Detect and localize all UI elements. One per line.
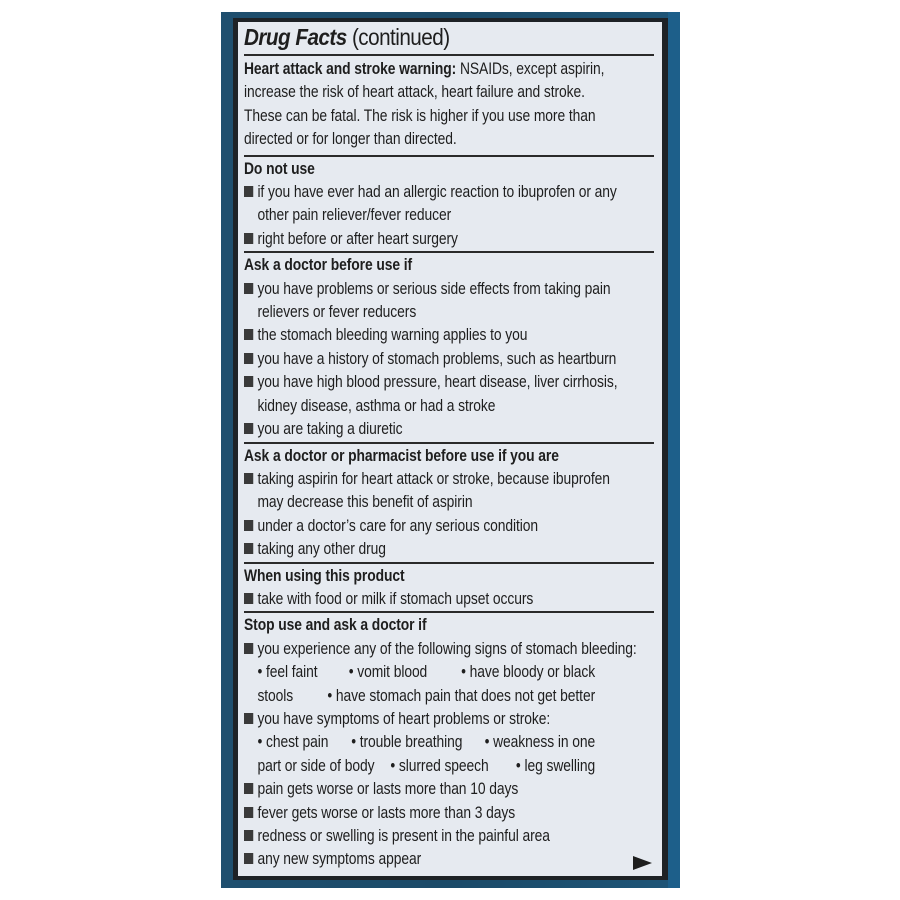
drug-facts-panel <box>238 22 662 876</box>
when-using-section <box>244 564 662 612</box>
ask-doctor-section <box>244 253 662 441</box>
sign-stools-cont: stools <box>257 686 294 705</box>
list-item <box>244 708 595 731</box>
item-text: take with food or milk if stomach upset occurs <box>257 589 534 608</box>
square-bullet-icon <box>244 643 253 654</box>
list-item <box>244 278 611 301</box>
item-text: taking any other drug <box>257 540 386 559</box>
title-continued: (continued) <box>346 24 450 50</box>
square-bullet-icon <box>244 853 253 864</box>
item-text: you have problems or serious side effects from taking pain <box>257 279 611 298</box>
section-heading: Ask a doctor before use if <box>244 256 413 275</box>
item-text: the stomach bleeding warning applies to you <box>257 326 528 345</box>
sign-leg-swelling: • leg swelling <box>515 756 596 775</box>
item-text: you have a history of stomach problems, such as heartburn <box>257 349 617 368</box>
square-bullet-icon <box>244 520 253 531</box>
heart-warning-line: increase the risk of heart attack, heart failure and stroke. <box>244 83 585 102</box>
square-bullet-icon <box>244 233 253 244</box>
bleeding-signs-row <box>244 685 595 708</box>
item-text: under a doctor’s care for any serious condition <box>257 516 539 535</box>
list-item <box>244 418 595 441</box>
item-text: fever gets worse or lasts more than 3 days <box>257 803 516 822</box>
square-bullet-icon <box>244 473 253 484</box>
square-bullet-icon <box>244 713 253 724</box>
stop-use-section <box>244 613 662 871</box>
list-item <box>244 228 595 251</box>
sign-part-of-body: part or side of body <box>257 756 375 775</box>
square-bullet-icon <box>244 376 253 387</box>
sign-chest-pain: • chest pain <box>257 733 329 752</box>
section-heading: Do not use <box>244 159 315 178</box>
square-bullet-icon <box>244 593 253 604</box>
heart-warning-heading: Heart attack and stroke warning: <box>244 60 457 78</box>
list-item <box>244 348 617 371</box>
list-item-continuation: may decrease this benefit of aspirin <box>257 493 473 512</box>
title-bold: Drug Facts <box>244 24 347 50</box>
section-heading: Stop use and ask a doctor if <box>244 616 427 635</box>
item-text: you experience any of the following signs of stomach bleeding: <box>257 639 637 658</box>
list-item <box>244 468 610 491</box>
sign-weakness: • weakness in one <box>484 733 596 752</box>
item-text: right before or after heart surgery <box>257 229 458 248</box>
item-text: pain gets worse or lasts more than 10 days <box>257 780 519 799</box>
list-item-continuation: kidney disease, asthma or had a stroke <box>257 396 496 415</box>
square-bullet-icon <box>244 329 253 340</box>
section-heading: Ask a doctor or pharmacist before use if you are <box>244 446 559 465</box>
section-heading: When using this product <box>244 566 405 585</box>
list-item <box>244 825 595 848</box>
square-bullet-icon <box>244 353 253 364</box>
continue-arrow-icon <box>633 856 652 870</box>
heart-signs-row <box>244 755 595 778</box>
list-item <box>244 802 595 825</box>
list-item <box>244 588 595 611</box>
sign-bloody-stools: • have bloody or black <box>461 663 596 682</box>
do-not-use-section <box>244 157 662 252</box>
heart-warning-line: These can be fatal. The risk is higher if you use more than <box>244 106 596 125</box>
heart-warning-line <box>244 58 605 81</box>
list-item <box>244 515 595 538</box>
list-item <box>244 778 595 801</box>
square-bullet-icon <box>244 543 253 554</box>
sign-feel-faint: • feel faint <box>257 663 318 682</box>
square-bullet-icon <box>244 807 253 818</box>
sign-stomach-pain: • have stomach pain that does not get better <box>327 686 596 705</box>
list-item <box>244 848 595 871</box>
heart-warning-text: NSAIDs, except aspirin, <box>456 60 605 78</box>
heart-signs-row <box>244 731 595 754</box>
sign-slurred-speech: • slurred speech <box>390 756 489 775</box>
square-bullet-icon <box>244 783 253 794</box>
sign-trouble-breathing: • trouble breathing <box>351 733 463 752</box>
list-item-continuation: other pain reliever/fever reducer <box>257 206 452 225</box>
sign-vomit-blood: • vomit blood <box>348 663 428 682</box>
square-bullet-icon <box>244 423 253 434</box>
list-item <box>244 371 618 394</box>
bleeding-signs-row <box>244 661 595 684</box>
item-text: you are taking a diuretic <box>257 420 403 439</box>
list-item <box>244 638 637 661</box>
drug-facts-title <box>244 22 620 54</box>
square-bullet-icon <box>244 186 253 197</box>
list-item <box>244 324 595 347</box>
square-bullet-icon <box>244 830 253 841</box>
item-text: redness or swelling is present in the painful area <box>257 827 550 845</box>
list-item-continuation: relievers or fever reducers <box>257 303 417 322</box>
item-text: you have high blood pressure, heart disease, liver cirrhosis, <box>257 373 618 392</box>
label-frame-edge <box>668 12 680 888</box>
ask-pharmacist-section <box>244 444 662 562</box>
item-text: if you have ever had an allergic reaction to ibuprofen or any <box>257 183 617 202</box>
item-text: you have symptoms of heart problems or stroke: <box>257 709 551 728</box>
heart-warning-section <box>244 56 662 152</box>
square-bullet-icon <box>244 283 253 294</box>
heart-warning-line: directed or for longer than directed. <box>244 130 457 149</box>
list-item <box>244 181 617 204</box>
item-text: any new symptoms appear <box>257 850 422 869</box>
list-item <box>244 538 595 561</box>
item-text: taking aspirin for heart attack or stroke, because ibuprofen <box>257 469 610 488</box>
